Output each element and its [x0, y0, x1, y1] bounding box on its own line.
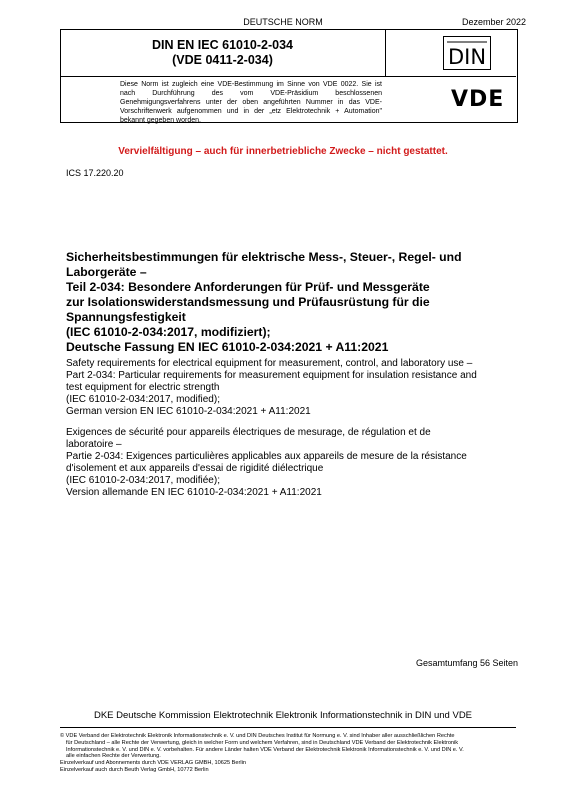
english-title-line: test equipment for electric strength [66, 382, 220, 393]
copyright-line: © VDE Verband der Elektrotechnik Elektronik Informationstechnik e. V. und DIN Deutsches Institut für Normung e. V. sind Inhaber aller ausschließlichen Rechte [60, 733, 455, 739]
vde-classification-number: (VDE 0411-2-034) [172, 53, 273, 67]
din-logo [443, 36, 491, 75]
german-title [66, 250, 516, 355]
document-type-label: DEUTSCHE NORM [243, 17, 323, 27]
german-title-line: Sicherheitsbestimmungen für elektrische Mess-, Steuer-, Regel- und [66, 250, 462, 264]
french-title-line: d'isolement et aux appareils d'essai de rigidité diélectrique [66, 463, 324, 474]
sales-line: Einzelverkauf auch durch Beuth Verlag GmbH, 10772 Berlin [60, 766, 209, 773]
french-title-line: laboratoire – [66, 439, 122, 450]
copyright-line: Informationstechnik e. V. und DIN e. V. vorbehalten. Für andere Länder halten VDE Verband der Elektrotechnik Elektronik Informationstechnik e. V. und DIN e. V. [66, 746, 464, 753]
french-title-line: Version allemande EN IEC 61010-2-034:2021 + A11:2021 [66, 487, 322, 498]
english-title-line: German version EN IEC 61010-2-034:2021 + A11:2021 [66, 406, 311, 417]
german-title-line: Deutsche Fassung EN IEC 61010-2-034:2021 + A11:2021 [66, 340, 389, 354]
copyright-line: alle einfachen Rechte der Verwertung. [66, 753, 161, 760]
footer-divider [60, 727, 516, 728]
german-title-line: Teil 2-034: Besondere Anforderungen für Prüf- und Messgeräte [66, 280, 430, 294]
english-title-line: Part 2-034: Particular requirements for measurement equipment for insulation resistance and [66, 370, 477, 381]
german-title-line: Spannungsfestigkeit [66, 310, 186, 324]
german-title-line: Laborgeräte – [66, 265, 147, 279]
publication-date: Dezember 2022 [461, 17, 526, 27]
english-title [66, 358, 516, 418]
total-pages: Gesamtumfang 56 Seiten [415, 658, 518, 668]
vde-approval-note: Diese Norm ist zugleich eine VDE-Bestimmung im Sinne von VDE 0022. Sie ist nach Durchführung des vom VDE-Präsidium beschlossenen Genehmigungsverfahrens unter der oben angeführten Nummer in das VDE-Vorschriftenwerk aufgenommen und in der „etz Elektrotechnik + Automation" bekannt gegeben worden. [120, 81, 382, 124]
french-title-line: Exigences de sécurité pour appareils électriques de mesurage, de régulation et de [66, 427, 431, 438]
french-title [66, 427, 516, 499]
french-title-line: (IEC 61010-2-034:2017, modifiée); [66, 475, 220, 486]
german-title-line: zur Isolationswiderstandsmessung und Prüfausrüstung für die [66, 295, 430, 309]
sales-line: Einzelverkauf und Abonnements durch VDE VERLAG GMBH, 10625 Berlin [60, 760, 246, 767]
din-logo-graphic [443, 36, 491, 70]
english-title-line: (IEC 61010-2-034:2017, modified); [66, 394, 220, 405]
french-title-line: Partie 2-034: Exigences particulières applicables aux appareils de mesure de la résistance [66, 451, 467, 462]
standard-number: DIN EN IEC 61010-2-034 [151, 38, 294, 52]
standard-number-block [60, 38, 385, 68]
vde-logo: VDE [451, 87, 505, 112]
copyright-line: für Deutschland – alle Rechte der Verwertung, gleich in welcher Form und welchem Verfahren, sind in Deutschland VDE Verband der Elektrotechnik Elektronik [66, 739, 459, 746]
copyright-notice [60, 733, 520, 774]
english-title-line: Safety requirements for electrical equipment for measurement, control, and laboratory use – [66, 358, 473, 369]
ics-code: ICS 17.220.20 [66, 168, 124, 178]
din-logo-text: DIN [447, 45, 487, 69]
german-title-line: (IEC 61010-2-034:2017, modifiziert); [66, 325, 271, 339]
dke-line: DKE Deutsche Kommission Elektrotechnik Elektronik Informationstechnik in DIN und VDE [93, 710, 473, 721]
reproduction-notice: Vervielfältigung – auch für innerbetriebliche Zwecke – nicht gestattet. [118, 146, 448, 157]
